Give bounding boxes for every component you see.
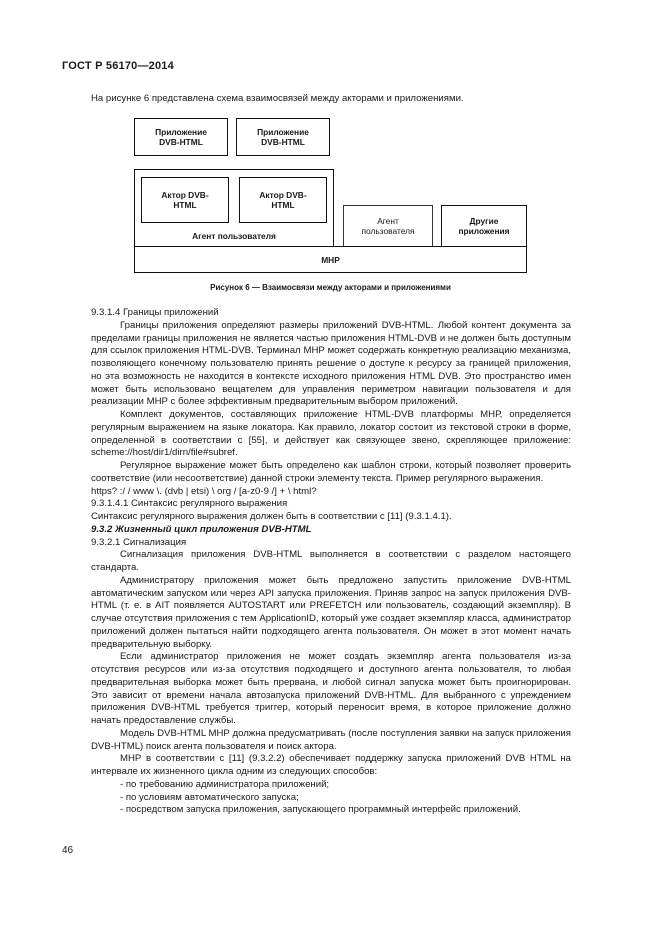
box-agent-other: Агент пользователя xyxy=(343,205,433,247)
box-actor-1: Актор DVB-HTML xyxy=(141,177,229,223)
paragraph: МНР в соответствии с [11] (9.3.2.2) обеспечивает поддержку запуска приложений DVB HTML на интервале их жизненного цикла одним из следующих способов: xyxy=(91,753,571,777)
box-app-1: Приложение DVB-HTML xyxy=(134,118,228,156)
paragraph: Границы приложения определяют размеры приложений DVB-HTML. Любой контент документа за пределами границы приложения не является частью приложения HTML-DVB и не должен быть доступным для ссылок приложения HTML-DVB. Терминал МНР может содержать конкретную реализацию механизма, позволяющего конечному пользователю принять решение о доступе к ресурсу за границей приложения, но эта возможность не находится в контексте исходного приложения HTML DVB. Это пространство имен может быть использовано вещателем для управления периметром навигации пользователя и для реализации МНР с более эффективным предварительным выбором приложений. xyxy=(91,319,571,408)
paragraph: - по условиям автоматического запуска; xyxy=(120,791,299,803)
paragraph: Комплект документов, составляющих приложение HTML-DVB платформы МНР, определяется регулярным выражением на языке локатора. Как правило, локатор состоит из текстовой строки в форме, определенной в соответствии с [55], и действует как связующее звено, скрепляющее приложение: scheme://host/dir1/dirn/file#subref. xyxy=(91,409,571,459)
paragraph: 9.3.2.1 Сигнализация xyxy=(91,536,187,548)
paragraph: 9.3.1.4 Границы приложений xyxy=(91,307,219,318)
intro-paragraph: На рисунке 6 представлена схема взаимосвязей между акторами и приложениями. xyxy=(91,93,464,104)
paragraph: - по требованию администратора приложений; xyxy=(120,778,330,790)
box-agent-main: Агент пользователя xyxy=(134,169,334,247)
box-app-2: Приложение DVB-HTML xyxy=(236,118,330,156)
paragraph: Если администратор приложения не может создать экземпляр агента пользователя из-за отсутствия ресурсов или из-за отсутствия подходящего и доступного агента пользователя, то любая предварительная выборка может быть прервана, и любой сигнал запуска может быть проигнорирован. Это зависит от времени начала автозапуска приложений DVB-HTML. Для выбранного с упреждением приложения DVB-HTML требуется триггер, который переносит время, в которое приложение должно начать предоставление службы. xyxy=(91,651,571,726)
body-text xyxy=(91,307,571,817)
paragraph: Модель DVB-HTML МНР должна предусматривать (после поступления заявки на запуск приложения DVB-HTML) поиск агента пользователя и поиск актора. xyxy=(91,727,571,752)
document-header: ГОСТ Р 56170—2014 xyxy=(62,60,174,72)
box-other-apps: Другие приложения xyxy=(441,205,527,247)
paragraph: 9.3.2 Жизненный цикл приложения DVB-HTML xyxy=(91,523,312,535)
figure-caption: Рисунок 6 — Взаимосвязи между акторами и приложениями xyxy=(210,283,451,292)
box-mhp: МНР xyxy=(134,246,527,273)
box-actor-2: Актор DVB-HTML xyxy=(239,177,327,223)
page-number: 46 xyxy=(62,845,74,856)
paragraph: 9.3.1.4.1 Синтаксис регулярного выражения xyxy=(91,498,288,510)
paragraph: Администратору приложения может быть предложено запустить приложение DVB-HTML автоматическим запуском или через API запуска приложения. Приняв запрос на запуск приложения DVB-HTML (т. е. в AIT появляется AUTOSTART или PREFETCH или пользователь, создающий экземпляр). В случае отсутствия приложения с тем ApplicationID, который уже создает экземпляр класса, администратор приложений должен пытаться найти подходящего агента пользователя. Он может в этот момент начать предварительную выборку. xyxy=(91,574,571,650)
paragraph: Сигнализация приложения DVB-HTML выполняется в соответствии с разделом настоящего стандарта. xyxy=(91,549,571,573)
paragraph: - посредством запуска приложения, запускающего программный интерфейс приложений. xyxy=(120,804,521,816)
paragraph: https? :/ / www \. (dvb | etsi) \ org / [a-z0-9 /] + \ html? xyxy=(91,485,317,497)
paragraph: Синтаксис регулярного выражения должен быть в соответствии с [11] (9.3.1.4.1). xyxy=(91,511,452,522)
paragraph: Регулярное выражение может быть определено как шаблон строки, который позволяет проверить соответствие (или несоответствие) данной строки элементу текста. Пример регулярного выражения. xyxy=(91,460,571,484)
